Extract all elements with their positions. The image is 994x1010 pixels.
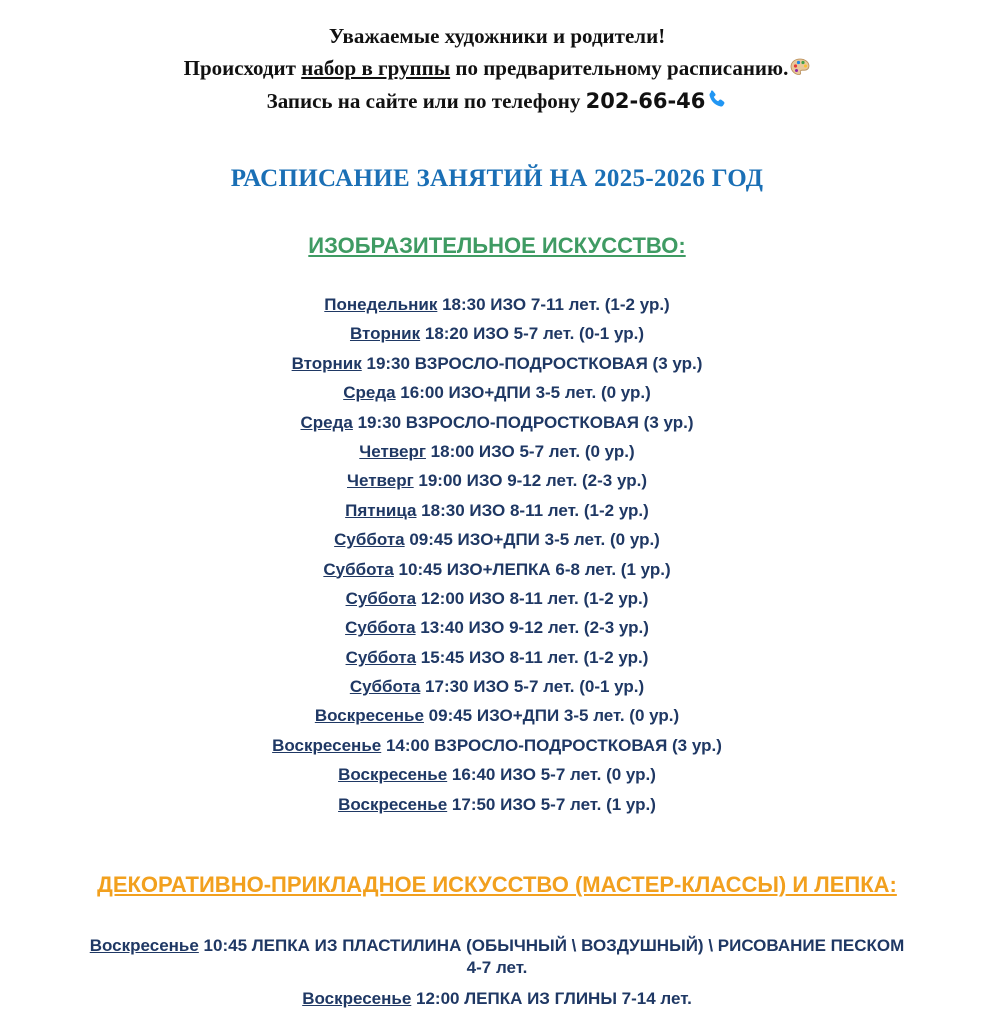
schedule-day-link[interactable]: Воскресенье xyxy=(338,765,448,785)
schedule-row xyxy=(0,731,994,760)
schedule-row xyxy=(0,555,994,584)
schedule-day-link[interactable]: Вторник xyxy=(349,324,421,344)
schedule-day-link[interactable]: Четверг xyxy=(359,441,426,461)
schedule-day-link[interactable]: Суббота xyxy=(323,559,394,579)
schedule-day-link[interactable]: Воскресенье xyxy=(314,706,424,726)
fine-arts-section-title: ИЗОБРАЗИТЕЛЬНОЕ ИСКУССТВО: xyxy=(308,233,686,258)
schedule-day-link[interactable]: Воскресенье xyxy=(272,735,382,755)
schedule-day-link[interactable]: Воскресенье xyxy=(89,936,199,956)
schedule-row xyxy=(0,408,994,437)
contact-line xyxy=(0,85,994,118)
schedule-row xyxy=(0,760,994,789)
schedule-row xyxy=(80,988,914,1010)
schedule-row xyxy=(0,319,994,348)
telephone-receiver-icon xyxy=(707,86,727,118)
enrollment-prefix: Происходит xyxy=(183,56,302,80)
schedule-day-link[interactable]: Среда xyxy=(300,412,353,432)
decorative-arts-section-title: ДЕКОРАТИВНО-ПРИКЛАДНОЕ ИСКУССТВО (МАСТЕР-КЛАССЫ) И ЛЕПКА: xyxy=(97,872,897,898)
schedule-details: 10:45 ЛЕПКА ИЗ ПЛАСТИЛИНА (ОБЫЧНЫЙ \ ВОЗДУШНЫЙ) \ РИСОВАНИЕ ПЕСКОМ 4-7 лет. xyxy=(198,936,905,978)
schedule-row xyxy=(0,525,994,554)
schedule-details: 15:45 ИЗО 8-11 лет. (1-2 ур.) xyxy=(416,647,649,667)
schedule-day-link[interactable]: Воскресенье xyxy=(302,989,412,1009)
schedule-day-link[interactable]: Суббота xyxy=(334,530,405,550)
schedule-details: 17:50 ИЗО 5-7 лет. (1 ур.) xyxy=(447,794,656,814)
greeting-line xyxy=(0,20,994,52)
schedule-details: 18:30 ИЗО 8-11 лет. (1-2 ур.) xyxy=(416,500,649,520)
schedule-details: 19:30 ВЗРОСЛО-ПОДРОСТКОВАЯ (3 ур.) xyxy=(361,353,703,373)
schedule-details: 18:30 ИЗО 7-11 лет. (1-2 ур.) xyxy=(437,295,670,314)
schedule-row xyxy=(0,378,994,407)
schedule-details: 14:00 ВЗРОСЛО-ПОДРОСТКОВАЯ (3 ур.) xyxy=(381,735,722,755)
contact-prefix: Запись на сайте или по телефону xyxy=(266,89,586,113)
fine-arts-schedule xyxy=(0,290,994,819)
decorative-arts-schedule xyxy=(0,935,994,1010)
schedule-row xyxy=(0,584,994,613)
schedule-details: 16:40 ИЗО 5-7 лет. (0 ур.) xyxy=(447,765,656,785)
schedule-day-link[interactable]: Среда xyxy=(343,383,396,403)
schedule-details: 16:00 ИЗО+ДПИ 3-5 лет. (0 ур.) xyxy=(395,383,651,403)
greeting-text: Уважаемые художники и родители xyxy=(328,24,659,48)
schedule-row xyxy=(0,466,994,495)
schedule-day-link[interactable]: Воскресенье xyxy=(338,794,448,814)
schedule-details: 10:45 ИЗО+ЛЕПКА 6-8 лет. (1 ур.) xyxy=(393,559,671,579)
schedule-day-link[interactable]: Суббота xyxy=(345,588,417,608)
schedule-day-link[interactable]: Четверг xyxy=(347,471,414,491)
schedule-row xyxy=(80,935,914,979)
schedule-row xyxy=(0,496,994,525)
schedule-day-link[interactable]: Суббота xyxy=(345,618,416,638)
schedule-details: 09:45 ИЗО+ДПИ 3-5 лет. (0 ур.) xyxy=(423,706,680,726)
schedule-row xyxy=(0,349,994,378)
schedule-details: 19:00 ИЗО 9-12 лет. (2-3 ур.) xyxy=(413,471,647,491)
schedule-row xyxy=(0,643,994,672)
schedule-title: РАСПИСАНИЕ ЗАНЯТИЙ НА 2025-2026 ГОД xyxy=(230,165,764,192)
schedule-details: 19:30 ВЗРОСЛО-ПОДРОСТКОВАЯ (3 ур.) xyxy=(352,412,694,432)
schedule-details: 18:00 ИЗО 5-7 лет. (0 ур.) xyxy=(425,441,635,461)
schedule-row xyxy=(0,701,994,730)
schedule-day-link[interactable]: Вторник xyxy=(291,353,362,373)
enrollment-line xyxy=(0,52,994,85)
exclamation-mark: ! xyxy=(658,24,666,48)
schedule-details: 09:45 ИЗО+ДПИ 3-5 лет. (0 ур.) xyxy=(404,530,660,550)
schedule-row xyxy=(0,790,994,819)
schedule-details: 12:00 ЛЕПКА ИЗ ГЛИНЫ 7-14 лет. xyxy=(411,989,692,1009)
artist-palette-icon xyxy=(790,53,810,85)
schedule-row xyxy=(0,672,994,701)
schedule-day-link[interactable]: Пятница xyxy=(345,500,417,520)
schedule-row xyxy=(0,613,994,642)
schedule-details: 17:30 ИЗО 5-7 лет. (0-1 ур.) xyxy=(420,677,645,697)
schedule-details: 13:40 ИЗО 9-12 лет. (2-3 ур.) xyxy=(415,618,649,638)
schedule-day-link[interactable]: Суббота xyxy=(349,677,421,697)
phone-number[interactable]: 202-66-46 xyxy=(585,89,706,113)
schedule-day-link[interactable]: Понедельник xyxy=(324,295,438,314)
schedule-details: 12:00 ИЗО 8-11 лет. (1-2 ур.) xyxy=(416,588,649,608)
schedule-row xyxy=(0,290,994,319)
schedule-row xyxy=(0,437,994,466)
schedule-day-link[interactable]: Суббота xyxy=(345,647,417,667)
enrollment-suffix: по предварительному расписанию. xyxy=(450,56,789,80)
enrollment-link[interactable]: набор в группы xyxy=(301,56,451,80)
schedule-details: 18:20 ИЗО 5-7 лет. (0-1 ур.) xyxy=(420,324,644,344)
